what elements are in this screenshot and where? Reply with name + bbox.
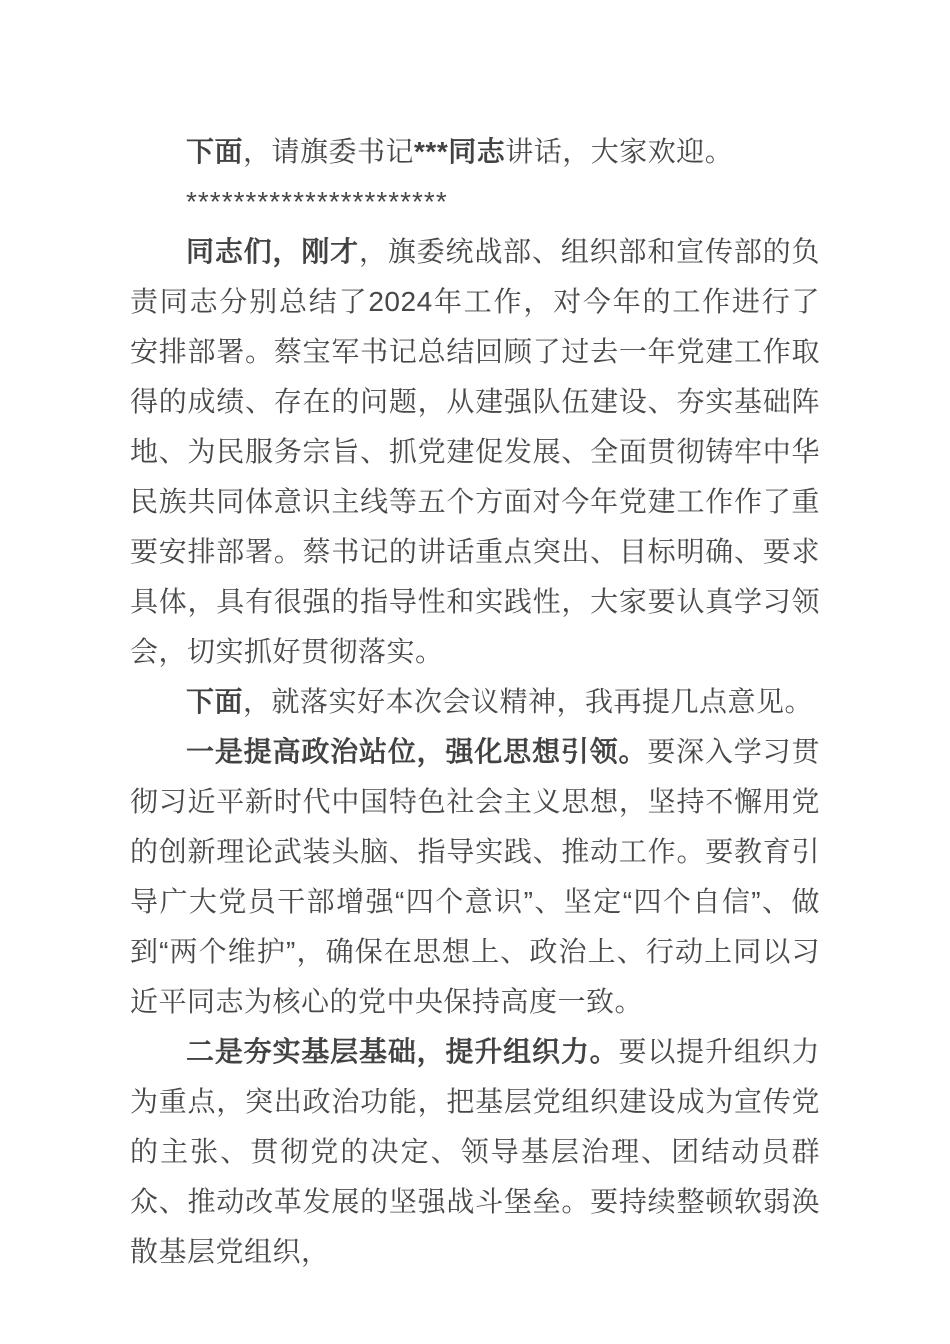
paragraph-point-one [130,727,820,1027]
bold-text-segment: 一是提高政治站位，强化思想引领。 [186,736,648,767]
bold-text-segment: 下面 [186,136,244,167]
bold-text-segment: 同志们，刚才 [186,236,359,267]
body-text-segment: 讲话，大家欢迎。 [505,136,734,167]
paragraph-asterisk-separator [130,177,820,227]
body-text-segment: ********************** [186,186,448,217]
bold-text-segment: ***同志 [414,136,506,167]
body-text-segment: ，就落实好本次会议精神，我再提几点意见。 [243,686,814,717]
body-text-segment: 要以提升组织力为重点，突出政治功能，把基层党组织建设成为宣传党的主张、贯彻党的决定、领导基层治理、团结动员群众、推动改革发展的坚强战斗堡垒。要持续整顿软弱涣散基层党组织， [130,1036,820,1267]
paragraph-transition [130,677,820,727]
paragraph-point-two [130,1027,820,1277]
bold-text-segment: 下面 [186,686,244,717]
body-text-segment: ，旗委统战部、组织部和宣传部的负责同志分别总结了2024年工作，对今年的工作进行了安排部署。蔡宝军书记总结回顾了过去一年党建工作取得的成绩、存在的问题，从建强队伍建设、夯实基础阵地、为民服务宗旨、抓党建促发展、全面贯彻铸牢中华民族共同体意识主线等五个方面对今年党建工作作了重要安排部署。蔡书记的讲话重点突出、目标明确、要求具体，具有很强的指导性和实践性，大家要认真学习领会，切实抓好贯彻落实。 [130,236,820,667]
bold-text-segment: 二是夯实基层基础，提升组织力。 [186,1036,619,1067]
body-text-segment: ，请旗委书记 [243,136,415,167]
paragraph-opening-summary [130,227,820,677]
paragraph-intro-announcement [130,127,820,177]
body-text-segment: 要深入学习贯彻习近平新时代中国特色社会主义思想，坚持不懈用党的创新理论武装头脑、指导实践、推动工作。要教育引导广大党员干部增强“四个意识”、坚定“四个自信”、做到“两个维护”，确保在思想上、政治上、行动上同以习近平同志为核心的党中央保持高度一致。 [130,736,820,1017]
